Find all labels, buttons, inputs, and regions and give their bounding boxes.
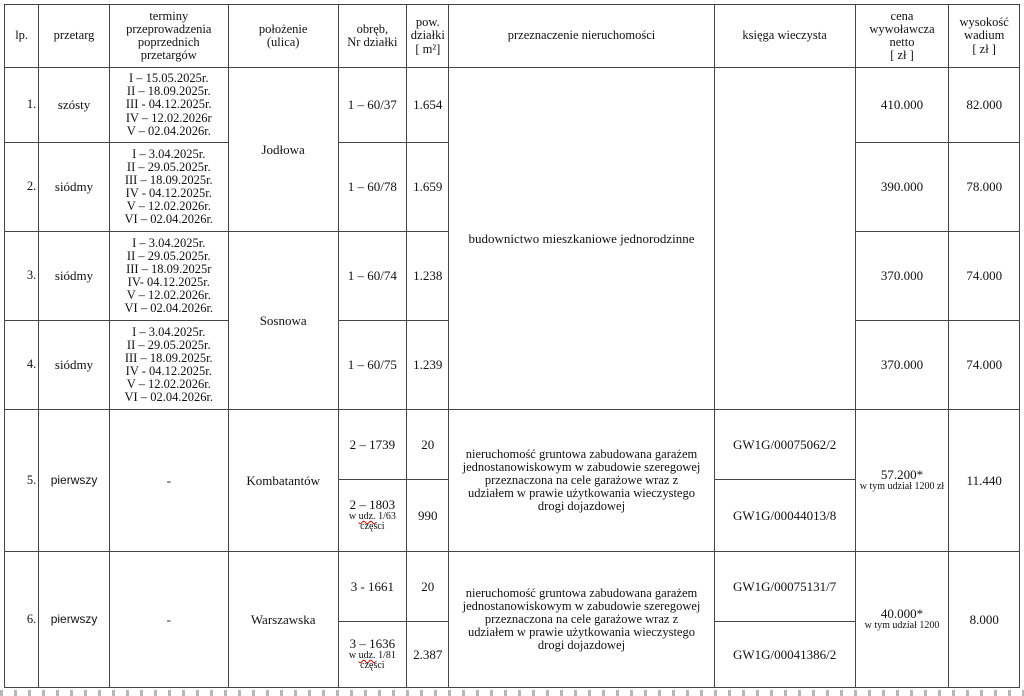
street-jodlowa: Jodłowa xyxy=(228,68,338,232)
row-lp: 6. xyxy=(5,552,39,688)
row-przetarg: pierwszy xyxy=(39,552,110,688)
row-lp: 1. xyxy=(5,68,39,143)
table-row xyxy=(5,68,1020,143)
row-obreb: 3 - 1661 xyxy=(338,552,407,622)
row-lp: 5. xyxy=(5,410,39,552)
cut-off-text-strip xyxy=(0,690,1024,696)
col-ksiega: księga wieczysta xyxy=(714,5,855,68)
row-cena: 390.000 xyxy=(855,143,949,232)
col-wadium: wysokość wadium [ zł ] xyxy=(949,5,1020,68)
row-lp: 3. xyxy=(5,232,39,321)
row-obreb: 1 – 60/78 xyxy=(338,143,407,232)
row-wadium: 74.000 xyxy=(949,232,1020,321)
row-lp: 4. xyxy=(5,321,39,410)
row-cena: 410.000 xyxy=(855,68,949,143)
row-przetarg: siódmy xyxy=(39,232,110,321)
col-lp: lp. xyxy=(5,5,39,68)
row-obreb: 2 – 1803 w udz. 1/63 części xyxy=(338,480,407,552)
col-przeznaczenie: przeznaczenie nieruchomości xyxy=(449,5,714,68)
row-wadium: 11.440 xyxy=(949,410,1020,552)
col-terminy: terminy przeprowadzenia poprzednich przetargów xyxy=(109,5,228,68)
header-row xyxy=(5,5,1020,68)
purpose-garage: nieruchomość gruntowa zabudowana garażem jednostanowiskowym w zabudowie szeregowej przeznaczona na cele garażowe wraz z udziałem w prawie użytkowania wieczystego drogi dojazdowej xyxy=(449,410,714,552)
row-kw: GW1G/00075062/2 xyxy=(714,410,855,480)
street-sosnowa: Sosnowa xyxy=(228,232,338,410)
row-obreb: 2 – 1739 xyxy=(338,410,407,480)
row-przetarg: siódmy xyxy=(39,321,110,410)
row-obreb: 3 – 1636 w udz. 1/81 części xyxy=(338,622,407,688)
row-lp: 2. xyxy=(5,143,39,232)
table-row xyxy=(5,552,1020,622)
col-pow: pow. działki [ m²] xyxy=(407,5,449,68)
row-cena: 57.200* w tym udział 1200 zł xyxy=(855,410,949,552)
auction-table xyxy=(4,4,1020,688)
col-obreb: obręb, Nr działki xyxy=(338,5,407,68)
row-pow: 1.654 xyxy=(407,68,449,143)
row-kw: GW1G/00075131/7 xyxy=(714,552,855,622)
row-terminy: I – 3.04.2025r. II – 29.05.2025r. III – 18.09.2025r IV- 04.12.2025r. V – 12.02.2026r. VI – 02.04.2026r. xyxy=(109,232,228,321)
row-kw: GW1G/00044013/8 xyxy=(714,480,855,552)
row-pow: 1.238 xyxy=(407,232,449,321)
kw-empty xyxy=(714,68,855,410)
purpose-residential: budownictwo mieszkaniowe jednorodzinne xyxy=(449,68,714,410)
row-terminy: I – 3.04.2025r. II – 29.05.2025r. III – 18.09.2025r. IV - 04.12.2025r. V – 12.02.2026r. VI – 02.04.2026r. xyxy=(109,321,228,410)
col-przetarg: przetarg xyxy=(39,5,110,68)
row-wadium: 74.000 xyxy=(949,321,1020,410)
row-wadium: 78.000 xyxy=(949,143,1020,232)
row-cena: 40.000* w tym udział 1200 xyxy=(855,552,949,688)
row-pow: 1.659 xyxy=(407,143,449,232)
row-terminy: I – 15.05.2025r. II – 18.09.2025r. III - 04.12.2025r. IV – 12.02.2026r V – 02.04.2026r. xyxy=(109,68,228,143)
street-kombatantow: Kombatantów xyxy=(228,410,338,552)
row-kw: GW1G/00041386/2 xyxy=(714,622,855,688)
street-warszawska: Warszawska xyxy=(228,552,338,688)
row-wadium: 8.000 xyxy=(949,552,1020,688)
row-obreb: 1 – 60/75 xyxy=(338,321,407,410)
row-pow: 2.387 xyxy=(407,622,449,688)
row-pow: 990 xyxy=(407,480,449,552)
row-pow: 20 xyxy=(407,410,449,480)
purpose-garage: nieruchomość gruntowa zabudowana garażem jednostanowiskowym w zabudowie szeregowej przeznaczona na cele garażowe wraz z udziałem w prawie użytkowania wieczystego drogi dojazdowej xyxy=(449,552,714,688)
row-terminy: I – 3.04.2025r. II – 29.05.2025r. III – 18.09.2025r. IV - 04.12.2025r. V – 12.02.2026r. VI – 02.04.2026r. xyxy=(109,143,228,232)
col-cena: cena wywoławcza netto [ zł ] xyxy=(855,5,949,68)
row-cena: 370.000 xyxy=(855,232,949,321)
row-przetarg: pierwszy xyxy=(39,410,110,552)
table-row xyxy=(5,410,1020,480)
row-obreb: 1 – 60/37 xyxy=(338,68,407,143)
col-polozenie: położenie (ulica) xyxy=(228,5,338,68)
row-cena: 370.000 xyxy=(855,321,949,410)
row-terminy: - xyxy=(109,552,228,688)
row-przetarg: siódmy xyxy=(39,143,110,232)
row-wadium: 82.000 xyxy=(949,68,1020,143)
row-przetarg: szósty xyxy=(39,68,110,143)
row-pow: 20 xyxy=(407,552,449,622)
row-obreb: 1 – 60/74 xyxy=(338,232,407,321)
row-terminy: - xyxy=(109,410,228,552)
row-pow: 1.239 xyxy=(407,321,449,410)
